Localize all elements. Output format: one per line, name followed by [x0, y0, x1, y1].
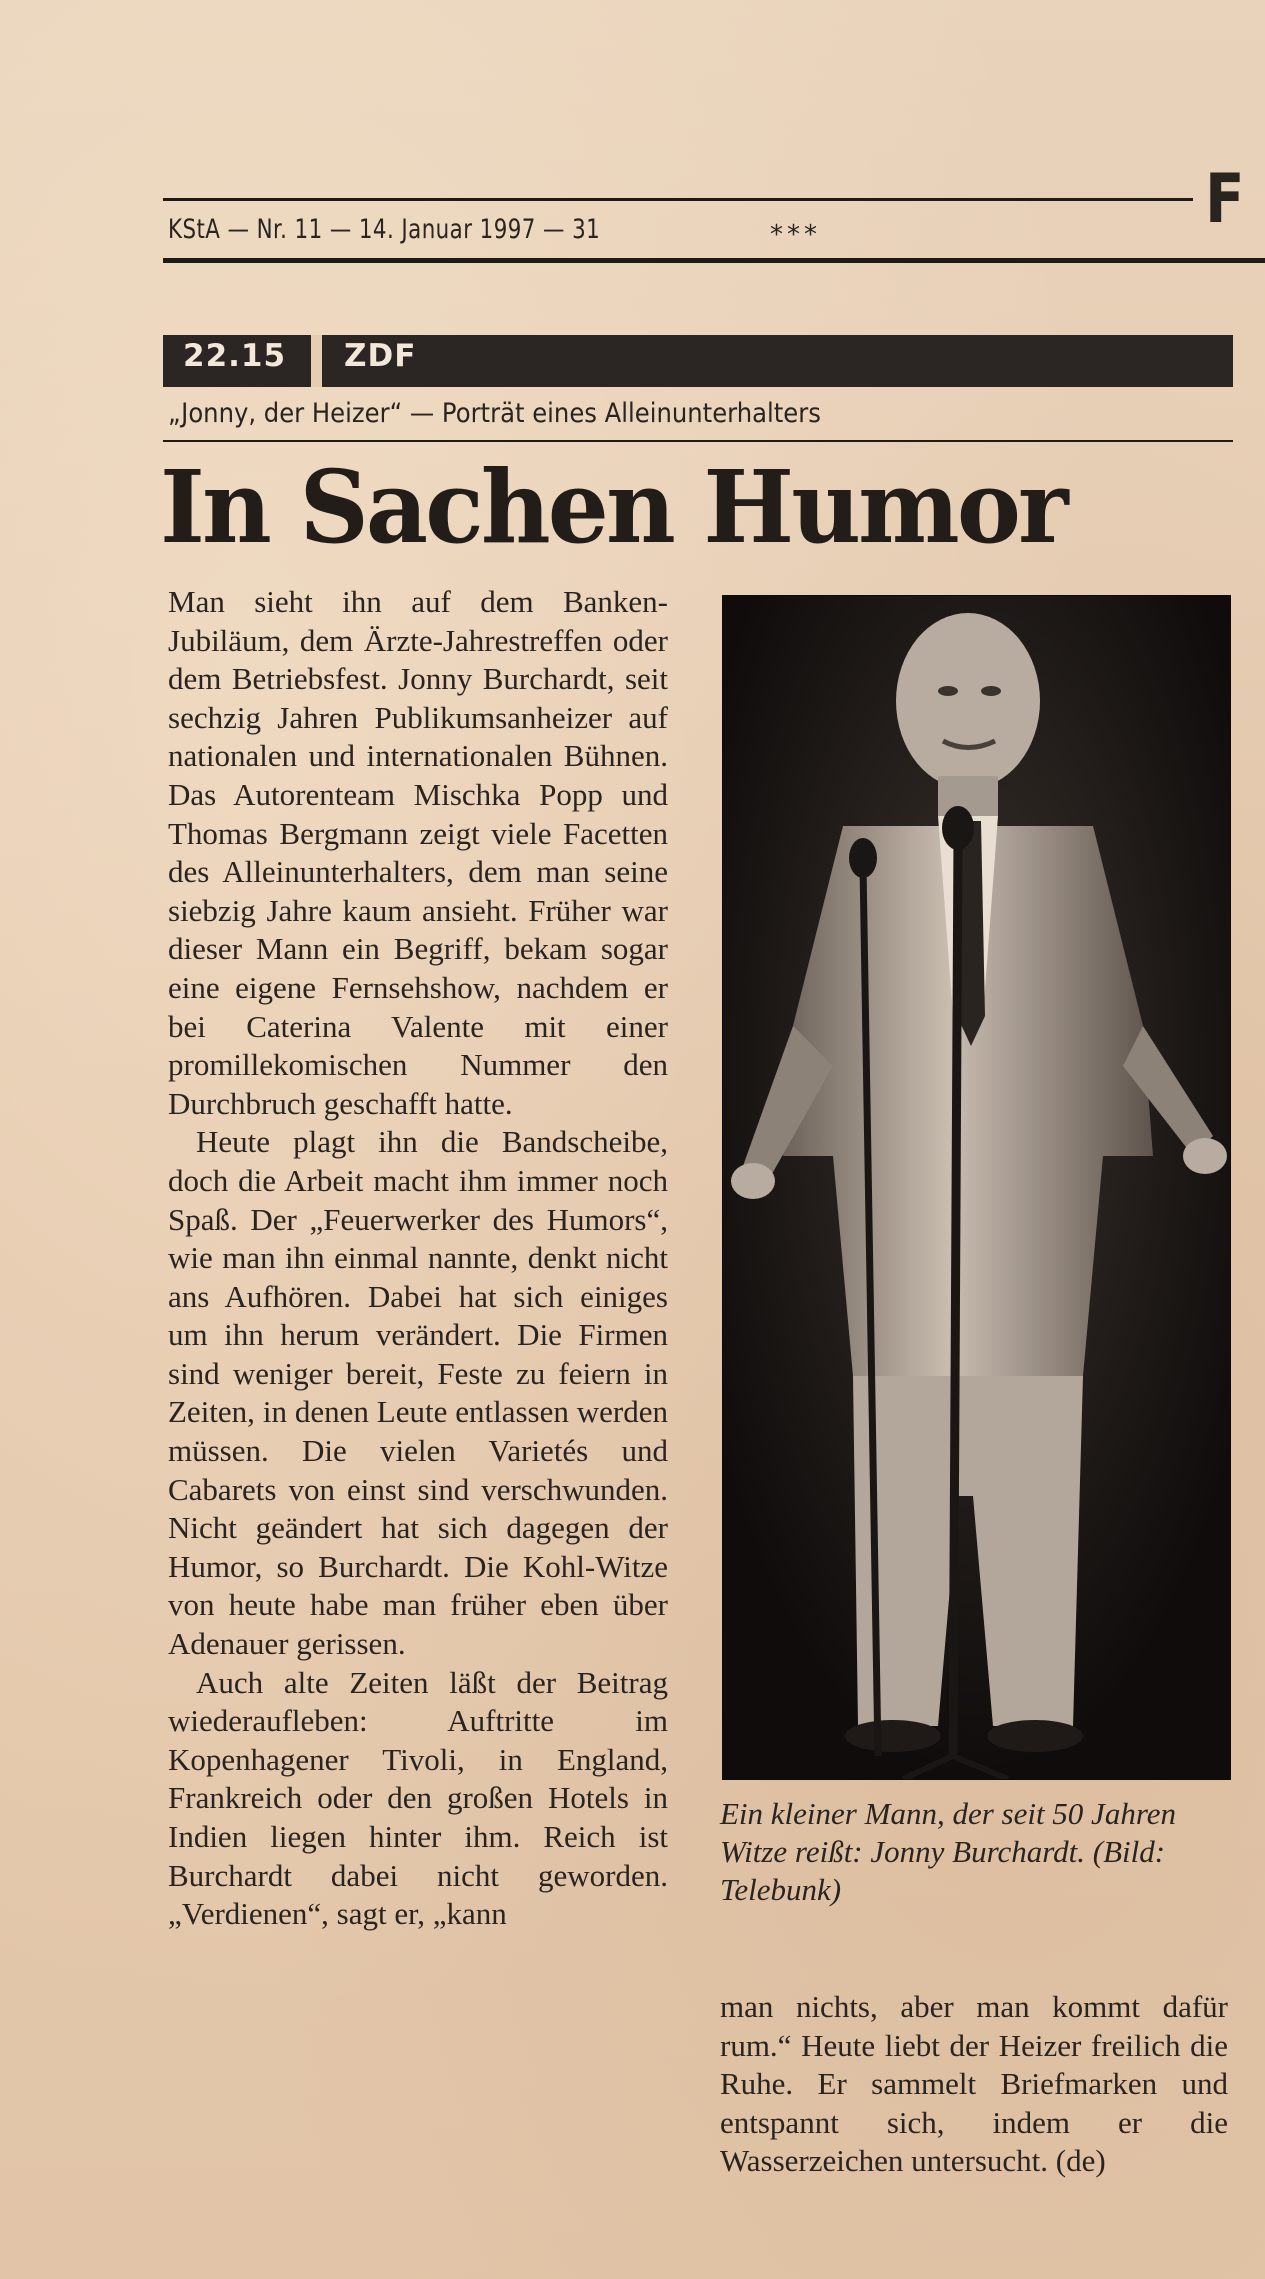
photo-caption: Ein kleiner Mann, der seit 50 Jahren Witze reißt: Jonny Burchardt. (Bild: Telebunk): [720, 1796, 1176, 1907]
issue-stars: ***: [770, 220, 821, 250]
photo-illustration: [723, 596, 1230, 1779]
kicker-rule: [163, 440, 1233, 442]
paragraph: Auch alte Zeiten läßt der Beitrag wiederaufleben: Auftritte im Kopenhagener Tivoli, in England, Frankreich oder den großen Hotels in Indien liegen hinter ihm. Reich ist Burchardt dabei nicht geworden. „Verdienen“, sagt er, „kann: [168, 1664, 668, 1932]
photo-jonny-burchardt: [722, 595, 1231, 1780]
program-kicker: „Jonny, der Heizer“ — Porträt eines Alleinunterhalters: [168, 398, 821, 429]
article-continuation: [720, 1988, 1228, 2181]
program-time: 22.15: [183, 338, 287, 374]
header-rule-top: [163, 198, 1193, 201]
paragraph: Man sieht ihn auf dem Banken-Jubiläum, dem Ärzte-Jahrestreffen oder dem Betriebsfest. Jonny Burchardt, seit sechzig Jahren Publikumsanheizer auf nationalen und internationalen Bühnen. Das Autorenteam Mischka Popp und Thomas Bergmann zeigt viele Facetten des Alleinunterhalters, dem man seine siebzig Jahre kaum ansieht. Früher war dieser Mann ein Begriff, bekam sogar eine eigene Fernsehshow, nachdem er bei Caterina Valente mit einer promillekomischen Nummer den Durchbruch geschafft hatte.: [168, 584, 668, 1121]
paragraph: man nichts, aber man kommt dafür rum.“ Heute liebt der Heizer freilich die Ruhe. Er sammelt Briefmarken und entspannt sich, indem er die Wasserzeichen untersucht. (de): [720, 1989, 1228, 2179]
header-rule-bottom: [163, 258, 1265, 263]
program-bar: [163, 335, 1233, 387]
paragraph: Heute plagt ihn die Bandscheibe, doch die Arbeit macht ihm immer noch Spaß. Der „Feuerwerker des Humors“, wie man ihn einmal nannte, denkt nicht ans Aufhören. Dabei hat sich einiges um ihn herum verändert. Die Firmen sind weniger bereit, Feste zu feiern in Zeiten, in denen Leute entlassen werden müssen. Die vielen Varietés und Cabarets von einst sind verschwunden. Nicht geändert hat sich dagegen der Humor, so Burchardt. Die Kohl-Witze von heute habe man früher eben über Adenauer gerissen.: [168, 1124, 668, 1662]
section-letter: F: [1205, 160, 1245, 239]
program-bar-divider: [311, 335, 322, 387]
issue-line: KStA — Nr. 11 — 14. Januar 1997 — 31: [168, 214, 601, 245]
program-channel: ZDF: [344, 338, 417, 374]
headline: In Sachen Humor: [160, 448, 1066, 566]
article-body: [168, 583, 668, 1934]
